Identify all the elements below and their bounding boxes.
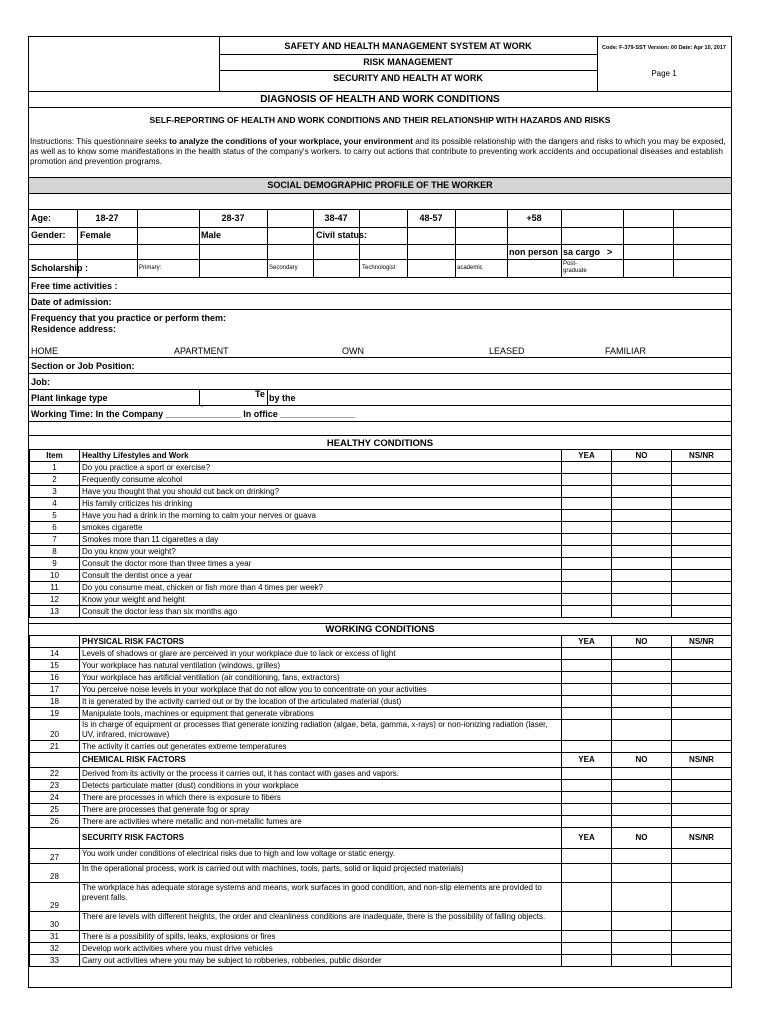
no-header: NO (612, 753, 672, 768)
table-row (30, 534, 732, 546)
no-answer-cell[interactable] (612, 912, 672, 931)
nsnr-answer-cell[interactable] (672, 792, 732, 804)
header-line3: SECURITY AND HEALTH AT WORK (333, 73, 483, 83)
item-number: 5 (30, 510, 80, 522)
nsnr-answer-cell[interactable] (672, 849, 732, 864)
te-label: Te (255, 389, 265, 399)
profile-title: SOCIAL DEMOGRAPHIC PROFILE OF THE WORKER (267, 180, 493, 190)
header-line2: RISK MANAGEMENT (363, 57, 453, 67)
yes-answer-cell[interactable] (562, 582, 612, 594)
question-text: In the operational process, work is carried out with machines, tools, parts, solid or liquid projected materials) (80, 864, 562, 883)
item-number: 26 (30, 816, 80, 828)
table-row (30, 462, 732, 474)
working-table (29, 635, 732, 967)
table-row (30, 582, 732, 594)
no-answer-cell[interactable] (612, 558, 672, 570)
item-number: 14 (30, 648, 80, 660)
nsnr-answer-cell[interactable] (672, 594, 732, 606)
question-text: Frequently consume alcohol (80, 474, 562, 486)
yes-answer-cell[interactable] (562, 741, 612, 753)
no-answer-cell[interactable] (612, 660, 672, 672)
by-the-label: by the (269, 393, 296, 403)
yes-header: YEA (562, 753, 612, 768)
yes-answer-cell[interactable] (562, 804, 612, 816)
question-text: The workplace has adequate storage systems and means, work surfaces in good condition, and non-slip elements are provided to prevent falls. (80, 883, 562, 912)
question-text: There are processes that generate fog or spray (80, 804, 562, 816)
yes-answer-cell[interactable] (562, 498, 612, 510)
healthy-title: HEALTHY CONDITIONS (326, 438, 434, 449)
item-number: 28 (30, 864, 80, 883)
no-answer-cell[interactable] (612, 606, 672, 618)
document-subtitle: SELF-REPORTING OF HEALTH AND WORK CONDITIONS AND THEIR RELATIONSHIP WITH HAZARDS AND RISKS (149, 115, 611, 125)
no-answer-cell[interactable] (612, 582, 672, 594)
working-title: WORKING CONDITIONS (325, 624, 435, 635)
no-answer-cell[interactable] (612, 955, 672, 967)
question-text: You work under conditions of electrical risks due to high and low voltage or static energy. (80, 849, 562, 864)
item-number: 30 (30, 912, 80, 931)
item-number: 25 (30, 804, 80, 816)
nsnr-header: NS/NR (672, 828, 732, 849)
nsnr-answer-cell[interactable] (672, 780, 732, 792)
nsnr-answer-cell[interactable] (672, 510, 732, 522)
yes-answer-cell[interactable] (562, 522, 612, 534)
no-answer-cell[interactable] (612, 768, 672, 780)
question-text: There are processes in which there is exposure to fibers (80, 792, 562, 804)
nsnr-answer-cell[interactable] (672, 498, 732, 510)
housing-apartment[interactable]: APARTMENT (174, 346, 229, 356)
section-header-row (30, 636, 732, 648)
no-answer-cell[interactable] (612, 708, 672, 720)
table-row (30, 684, 732, 696)
scholarship-postgraduate[interactable]: Post-graduate (563, 261, 587, 274)
item-number: 15 (30, 660, 80, 672)
no-answer-cell[interactable] (612, 510, 672, 522)
table-row (30, 558, 732, 570)
job-label: Job: (31, 377, 50, 387)
item-number: 11 (30, 582, 80, 594)
arrow-glyph: > (607, 247, 613, 257)
question-text: Know your weight and height (80, 594, 562, 606)
no-answer-cell[interactable] (612, 546, 672, 558)
yes-answer-cell[interactable] (562, 594, 612, 606)
item-header: Item (30, 450, 80, 462)
item-number: 4 (30, 498, 80, 510)
nsnr-answer-cell[interactable] (672, 522, 732, 534)
item-number: 27 (30, 849, 80, 864)
no-answer-cell[interactable] (612, 486, 672, 498)
table-row (30, 672, 732, 684)
page-number: Page 1 (651, 69, 677, 78)
housing-home[interactable]: HOME (31, 346, 58, 356)
item-number: 7 (30, 534, 80, 546)
item-number: 9 (30, 558, 80, 570)
yes-answer-cell[interactable] (562, 570, 612, 582)
no-answer-cell[interactable] (612, 792, 672, 804)
item-number: 23 (30, 780, 80, 792)
nsnr-answer-cell[interactable] (672, 708, 732, 720)
table-row (30, 486, 732, 498)
no-answer-cell[interactable] (612, 780, 672, 792)
table-row (30, 883, 732, 912)
no-header: NO (612, 450, 672, 462)
yes-answer-cell[interactable] (562, 648, 612, 660)
age-label: Age: (31, 213, 51, 223)
no-answer-cell[interactable] (612, 648, 672, 660)
comma-glyph: ˛ (201, 397, 204, 407)
item-number: 20 (30, 720, 80, 741)
scholarship-secondary[interactable]: Secondary (269, 265, 298, 271)
section-header: PHYSICAL RISK FACTORS (80, 636, 562, 648)
no-answer-cell[interactable] (612, 462, 672, 474)
plant-linkage-label: Plant linkage type (31, 393, 108, 403)
question-text: smokes cigarette (80, 522, 562, 534)
age-option[interactable]: 18-27 (95, 213, 119, 223)
item-number: 10 (30, 570, 80, 582)
table-row (30, 955, 732, 967)
yes-answer-cell[interactable] (562, 720, 612, 741)
no-header: NO (612, 828, 672, 849)
table-row (30, 864, 732, 883)
sa-cargo-label: sa cargo (563, 247, 601, 257)
question-text: Levels of shadows or glare are perceived in your workplace due to lack or excess of light (80, 648, 562, 660)
item-number: 29 (30, 883, 80, 912)
question-text: It is generated by the activity carried out or by the location of the articulated material (dust) (80, 696, 562, 708)
nsnr-answer-cell[interactable] (672, 741, 732, 753)
item-number: 13 (30, 606, 80, 618)
table-row (30, 522, 732, 534)
question-text: Do you consume meat, chicken or fish more than 4 times per week? (80, 582, 562, 594)
section-header-row (30, 753, 732, 768)
question-text: Have you thought that you should cut back on drinking? (80, 486, 562, 498)
nsnr-answer-cell[interactable] (672, 474, 732, 486)
yes-answer-cell[interactable] (562, 780, 612, 792)
no-answer-cell[interactable] (612, 534, 672, 546)
question-text: You perceive noise levels in your workplace that do not allow you to concentrate on your activities (80, 684, 562, 696)
no-answer-cell[interactable] (612, 741, 672, 753)
item-number: 24 (30, 792, 80, 804)
document-code: Code: F-379-SST Version: 00 Date: Apr 10, 2017 (602, 45, 726, 51)
yes-answer-cell[interactable] (562, 816, 612, 828)
no-answer-cell[interactable] (612, 594, 672, 606)
question-text: Is in charge of equipment or processes that generate ionizing radiation (algae, beta, gamma, x-rays) or non-ionizing radiation (laser, UV, infrared, microwave) (80, 720, 562, 741)
civil-status-label: Civil status: (316, 230, 368, 240)
yes-answer-cell[interactable] (562, 931, 612, 943)
nsnr-answer-cell[interactable] (672, 684, 732, 696)
section-header: SECURITY RISK FACTORS (80, 828, 562, 849)
item-number: 2 (30, 474, 80, 486)
yes-answer-cell[interactable] (562, 696, 612, 708)
yes-answer-cell[interactable] (562, 660, 612, 672)
item-number: 6 (30, 522, 80, 534)
no-answer-cell[interactable] (612, 684, 672, 696)
yes-answer-cell[interactable] (562, 474, 612, 486)
header-line1: SAFETY AND HEALTH MANAGEMENT SYSTEM AT WORK (284, 41, 532, 51)
no-answer-cell[interactable] (612, 816, 672, 828)
frequency-label: Frequency that you practice or perform them: (31, 313, 227, 323)
nsnr-answer-cell[interactable] (672, 955, 732, 967)
yes-answer-cell[interactable] (562, 510, 612, 522)
no-answer-cell[interactable] (612, 804, 672, 816)
question-text: The activity it carries out generates extreme temperatures (80, 741, 562, 753)
table-row (30, 648, 732, 660)
nsnr-answer-cell[interactable] (672, 912, 732, 931)
table-row (30, 912, 732, 931)
item-number: 19 (30, 708, 80, 720)
no-answer-cell[interactable] (612, 570, 672, 582)
question-text: His family criticizes his drinking (80, 498, 562, 510)
table-row (30, 780, 732, 792)
question-text: There are activities where metallic and non-metallic fumes are (80, 816, 562, 828)
yes-header: YEA (562, 636, 612, 648)
question-text: Consult the dentist once a year (80, 570, 562, 582)
table-row (30, 696, 732, 708)
no-header: NO (612, 636, 672, 648)
residence-label: Residence address: (31, 324, 117, 334)
yes-answer-cell[interactable] (562, 684, 612, 696)
item-number: 21 (30, 741, 80, 753)
table-row (30, 570, 732, 582)
table-row (30, 594, 732, 606)
gender-label: Gender: (31, 230, 66, 240)
nsnr-answer-cell[interactable] (672, 486, 732, 498)
table-row (30, 510, 732, 522)
nsnr-answer-cell[interactable] (672, 546, 732, 558)
question-text: Manipulate tools, machines or equipment that generate vibrations (80, 708, 562, 720)
table-row (30, 660, 732, 672)
yes-answer-cell[interactable] (562, 912, 612, 931)
question-text: Your workplace has artificial ventilation (air conditioning, fans, extractors) (80, 672, 562, 684)
no-answer-cell[interactable] (612, 672, 672, 684)
non-person-label: non person (509, 247, 558, 257)
section-header-row (30, 828, 732, 849)
scholarship-label: Scholarship : (31, 263, 89, 273)
table-row (30, 768, 732, 780)
nsnr-answer-cell[interactable] (672, 768, 732, 780)
nsnr-answer-cell[interactable] (672, 883, 732, 912)
no-answer-cell[interactable] (612, 883, 672, 912)
yes-answer-cell[interactable] (562, 462, 612, 474)
gender-male[interactable]: Male (201, 230, 222, 240)
no-answer-cell[interactable] (612, 696, 672, 708)
yes-answer-cell[interactable] (562, 849, 612, 864)
yes-header: YEA (562, 450, 612, 462)
no-answer-cell[interactable] (612, 931, 672, 943)
gender-female[interactable]: Female (80, 230, 112, 240)
item-number: 33 (30, 955, 80, 967)
nsnr-header: NS/NR (672, 753, 732, 768)
table-row (30, 943, 732, 955)
yes-answer-cell[interactable] (562, 486, 612, 498)
yes-answer-cell[interactable] (562, 943, 612, 955)
yes-header: YEA (562, 828, 612, 849)
instructions: Instructions: This questionnaire seeks to analyze the conditions of your workplace, your environment and its possible relationship with the dangers and risks to which you may be exposed, as well as to know some manifestations in the health status of the company's workers. to carry out actions that contribute to preventing work accidents and occupational diseases and establish promotion and prevention programs. (30, 137, 726, 166)
question-text: Detects particulate matter (dust) conditions in your workplace (80, 780, 562, 792)
item-number: 12 (30, 594, 80, 606)
table-row (30, 498, 732, 510)
table-row (30, 708, 732, 720)
table-row (30, 474, 732, 486)
item-number: 32 (30, 943, 80, 955)
nsnr-answer-cell[interactable] (672, 864, 732, 883)
admission-label: Date of admission: (31, 297, 112, 307)
scholarship-primary[interactable]: Primary: (139, 265, 162, 271)
question-text: Consult the doctor more than three times a year (80, 558, 562, 570)
free-time-label: Free time activities : (31, 281, 118, 291)
housing-familiar[interactable]: FAMILIAR (605, 346, 647, 356)
yes-answer-cell[interactable] (562, 708, 612, 720)
nsnr-answer-cell[interactable] (672, 804, 732, 816)
nsnr-answer-cell[interactable] (672, 534, 732, 546)
no-answer-cell[interactable] (612, 498, 672, 510)
question-text: Develop work activities where you must drive vehicles (80, 943, 562, 955)
nsnr-answer-cell[interactable] (672, 696, 732, 708)
item-number: 17 (30, 684, 80, 696)
table-row (30, 741, 732, 753)
question-text: Consult the doctor less than six months ago (80, 606, 562, 618)
table-row (30, 804, 732, 816)
section-label: Section or Job Position: (31, 361, 135, 371)
age-option[interactable]: 28-37 (221, 213, 245, 223)
yes-answer-cell[interactable] (562, 864, 612, 883)
item-number: 8 (30, 546, 80, 558)
question-text: Your workplace has natural ventilation (windows, grilles) (80, 660, 562, 672)
housing-leased[interactable]: LEASED (489, 346, 525, 356)
yes-answer-cell[interactable] (562, 792, 612, 804)
nsnr-answer-cell[interactable] (672, 943, 732, 955)
nsnr-answer-cell[interactable] (672, 672, 732, 684)
question-text: Have you had a drink in the morning to calm your nerves or guava (80, 510, 562, 522)
nsnr-answer-cell[interactable] (672, 660, 732, 672)
scholarship-academic[interactable]: academic (457, 265, 483, 271)
nsnr-answer-cell[interactable] (672, 816, 732, 828)
working-time-label: Working Time: In the Company _______________ In office _______________ (31, 409, 356, 419)
healthy-table (29, 449, 732, 618)
item-number: 1 (30, 462, 80, 474)
housing-own[interactable]: OWN (342, 346, 364, 356)
nsnr-answer-cell[interactable] (672, 558, 732, 570)
questionnaire-page (28, 36, 732, 988)
healthy-col-header: Healthy Lifestyles and Work (80, 450, 562, 462)
item-number: 31 (30, 931, 80, 943)
no-answer-cell[interactable] (612, 720, 672, 741)
question-text: Do you practice a sport or exercise? (80, 462, 562, 474)
scholarship-technologist[interactable]: Technologist (362, 265, 396, 271)
yes-answer-cell[interactable] (562, 546, 612, 558)
nsnr-header: NS/NR (672, 450, 732, 462)
nsnr-answer-cell[interactable] (672, 570, 732, 582)
age-option[interactable]: 38-47 (324, 213, 348, 223)
nsnr-answer-cell[interactable] (672, 582, 732, 594)
item-number: 22 (30, 768, 80, 780)
nsnr-answer-cell[interactable] (672, 606, 732, 618)
table-row (30, 792, 732, 804)
yes-answer-cell[interactable] (562, 558, 612, 570)
table-row (30, 606, 732, 618)
no-answer-cell[interactable] (612, 474, 672, 486)
nsnr-header: NS/NR (672, 636, 732, 648)
table-row (30, 720, 732, 741)
no-answer-cell[interactable] (612, 849, 672, 864)
item-number: 3 (30, 486, 80, 498)
question-text: Do you know your weight? (80, 546, 562, 558)
table-row (30, 546, 732, 558)
yes-answer-cell[interactable] (562, 534, 612, 546)
yes-answer-cell[interactable] (562, 883, 612, 912)
table-row (30, 816, 732, 828)
yes-answer-cell[interactable] (562, 768, 612, 780)
no-answer-cell[interactable] (612, 522, 672, 534)
nsnr-answer-cell[interactable] (672, 720, 732, 741)
question-text: Carry out activities where you may be subject to robberies, robberies, public disorder (80, 955, 562, 967)
table-header-row (30, 450, 732, 462)
age-option[interactable]: +58 (526, 213, 542, 223)
no-answer-cell[interactable] (612, 943, 672, 955)
no-answer-cell[interactable] (612, 864, 672, 883)
document-title: DIAGNOSIS OF HEALTH AND WORK CONDITIONS (260, 94, 500, 105)
age-option[interactable]: 48-57 (419, 213, 443, 223)
question-text: There is a possibility of spills, leaks, explosions or fires (80, 931, 562, 943)
yes-answer-cell[interactable] (562, 672, 612, 684)
nsnr-answer-cell[interactable] (672, 462, 732, 474)
table-row (30, 931, 732, 943)
nsnr-answer-cell[interactable] (672, 931, 732, 943)
question-text: There are levels with different heights, the order and cleanliness conditions are inadequate, there is the possibility of falling objects. (80, 912, 562, 931)
nsnr-answer-cell[interactable] (672, 648, 732, 660)
question-text: Smokes more than 11 cigarettes a day (80, 534, 562, 546)
yes-answer-cell[interactable] (562, 606, 612, 618)
question-text: Derived from its activity or the process it carries out, it has contact with gases and vapors. (80, 768, 562, 780)
yes-answer-cell[interactable] (562, 955, 612, 967)
table-row (30, 849, 732, 864)
item-number: 18 (30, 696, 80, 708)
item-number: 16 (30, 672, 80, 684)
section-header: CHEMICAL RISK FACTORS (80, 753, 562, 768)
